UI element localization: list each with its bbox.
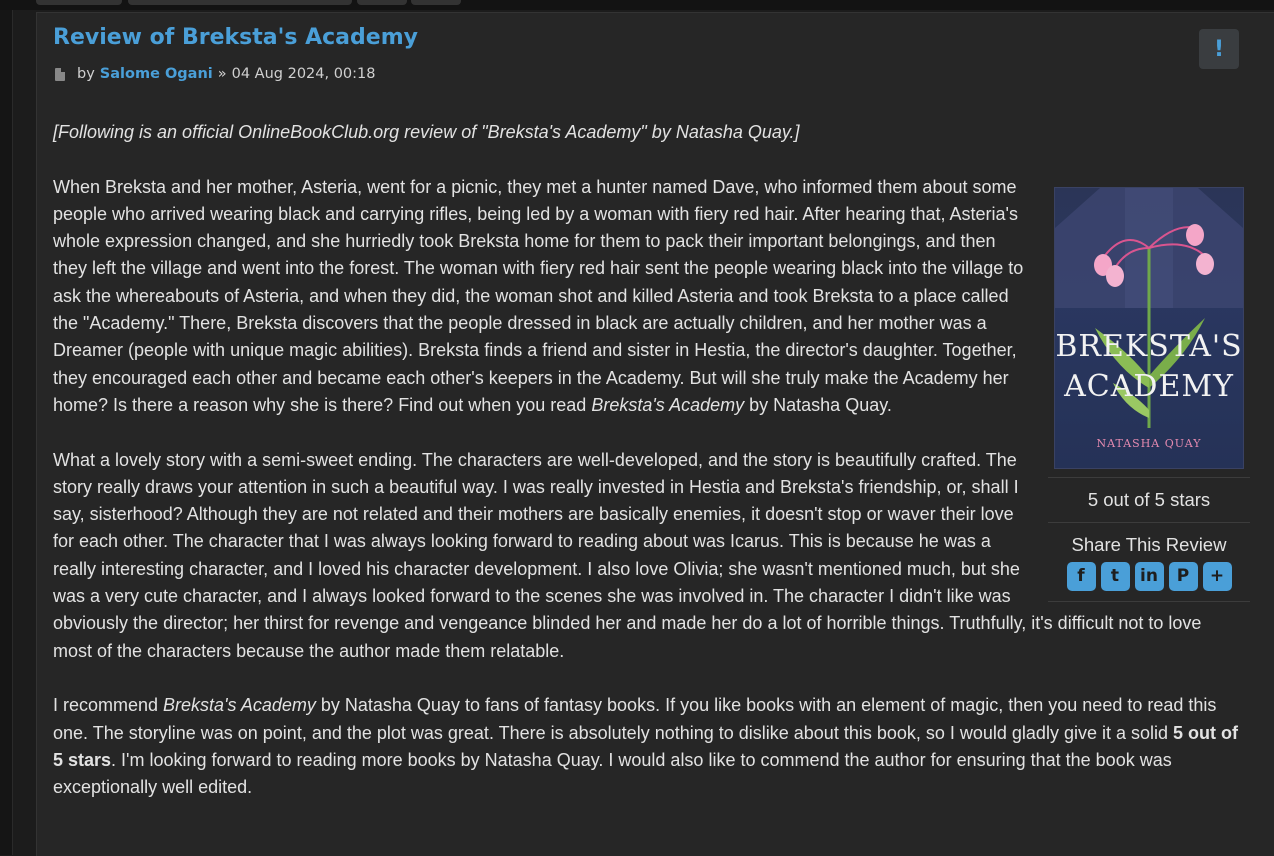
flower-illustration bbox=[1055, 188, 1243, 468]
review-intro: [Following is an official OnlineBookClub.org review of "Breksta's Academy" by Natasha Quay.] bbox=[53, 122, 800, 142]
post-timestamp: 04 Aug 2024, 00:18 bbox=[231, 66, 376, 82]
left-frame-edge bbox=[0, 0, 13, 855]
top-tab[interactable] bbox=[357, 0, 407, 5]
post-byline bbox=[53, 66, 376, 82]
facebook-icon[interactable]: f bbox=[1067, 562, 1096, 591]
byline-separator: » bbox=[217, 66, 227, 82]
top-tab[interactable] bbox=[36, 0, 122, 5]
share-plus-icon[interactable]: + bbox=[1203, 562, 1232, 591]
rating-text: 5 out of 5 stars bbox=[1048, 477, 1250, 523]
top-navigation-strip bbox=[0, 0, 1274, 10]
review-post bbox=[36, 12, 1274, 856]
review-paragraph-2: What a lovely story with a semi-sweet ending. The characters are well-developed, and the story is beautifully crafted. The story really draws your attention in such a beautiful way. I was really invested in Hestia and Breksta's friendship, or, shall I say, sisterhood? Although they are not related and their mothers are basically enemies, it doesn't stop or waver their love for each other. The character that I was always looking forward to reading about was Icarus. This is because he was a really interesting character, and I loved his character development. I also love Olivia; she wasn't mentioned much, but she was a very cute character, and I always looked forward to the scenes she was involved in. The character I didn't like was obviously the director; her thirst for revenge and vengeance blinded her and made her do a lot of horrible things. Truthfully, it's difficult not to love most of the characters because the author made them relatable. bbox=[53, 449, 1202, 661]
book-title-italic: Breksta's Academy bbox=[163, 695, 316, 716]
report-button[interactable]: ! bbox=[1199, 29, 1239, 69]
share-section bbox=[1048, 523, 1250, 602]
top-tab[interactable] bbox=[128, 0, 352, 5]
share-label: Share This Review bbox=[1071, 533, 1227, 555]
cover-author: NATASHA QUAY bbox=[1096, 437, 1202, 451]
paragraph-text: When Breksta and her mother, Asteria, went for a picnic, they met a hunter named Dave, who informed them about some people who arrived wearing black and carrying rifles, being led by a woman with fiery red hair. After hearing that, Asteria's whole expression changed, and she hurriedly took Breksta home for them to pack their important belongings, and then they left the village and went into the forest. The woman with fiery red hair sent the people wearing black into the village to ask the whereabouts of Asteria, and when they did, the woman shot and killed Asteria and took Breksta to a place called the "Academy." There, Breksta discovers that the people dressed in black are actually children, and her mother was a Dreamer (people with unique magic abilities). Breksta finds a friend and sister in Hestia, the director's daughter. Together, they encouraged each other and became each other's keepers in the Academy. But will she truly make the Academy her home? Is there a reason why she is there? Find out when you read bbox=[53, 176, 1024, 415]
post-title[interactable]: Review of Breksta's Academy bbox=[53, 25, 418, 50]
cover-title-line2: ACADEMY bbox=[1064, 368, 1234, 404]
book-title-italic: Breksta's Academy bbox=[591, 394, 745, 415]
pinterest-icon[interactable]: P bbox=[1169, 562, 1198, 591]
author-link[interactable]: Salome Ogani bbox=[99, 66, 213, 82]
book-cover-image[interactable] bbox=[1054, 187, 1244, 469]
twitter-icon[interactable]: t bbox=[1101, 562, 1130, 591]
paragraph-text: . I'm looking forward to reading more books by Natasha Quay. I would also like to commend the author for ensuring that the book was exceptionally well edited. bbox=[53, 749, 1172, 798]
linkedin-icon[interactable]: in bbox=[1135, 562, 1164, 591]
share-icons bbox=[1048, 562, 1250, 591]
by-label: by bbox=[77, 66, 95, 82]
review-body bbox=[53, 119, 1243, 801]
review-sidebar bbox=[1048, 187, 1250, 602]
cover-title-line1: BREKSTA'S bbox=[1055, 328, 1243, 364]
post-file-icon[interactable] bbox=[55, 68, 65, 81]
paragraph-text: I recommend bbox=[53, 695, 164, 716]
top-tab[interactable] bbox=[411, 0, 461, 5]
paragraph-text: by Natasha Quay. bbox=[744, 394, 892, 415]
review-paragraph-3 bbox=[53, 692, 1243, 801]
rating-bold: 5 out of 5 stars bbox=[53, 722, 1238, 770]
paragraph-text: by Natasha Quay to fans of fantasy books. If you like books with an element of magic, then you need to read this one. The storyline was on point, and the plot was great. There is absolutely nothing to dislike about this book, so I would gladly give it a solid bbox=[53, 695, 1217, 743]
